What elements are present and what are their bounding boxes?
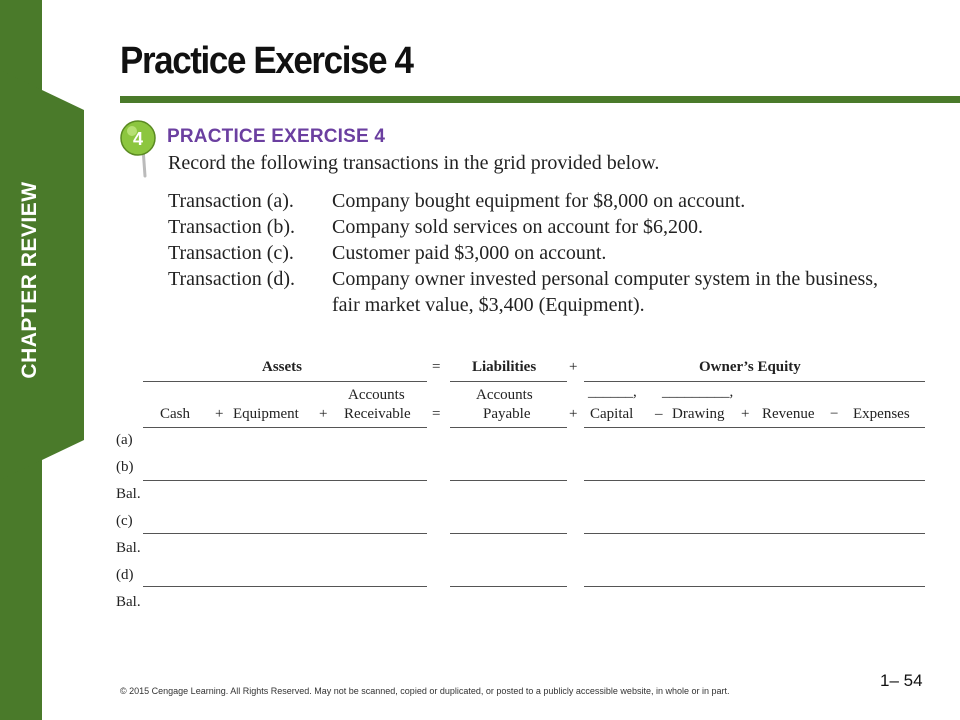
- copyright-notice: © 2015 Cengage Learning. All Rights Reserved. May not be scanned, copied or duplicated, or posted to a publicly accessible website, in whole or in part.: [120, 686, 730, 696]
- col-drawing: Drawing: [672, 406, 725, 422]
- row-d-assets-rule: [143, 586, 427, 587]
- sidebar-tab-shape: [0, 0, 84, 720]
- pushpin-icon: [118, 118, 168, 180]
- transaction-description: Company bought equipment for $8,000 on account.: [332, 190, 746, 212]
- row-b-equity-rule: [584, 480, 925, 481]
- exercise-heading: PRACTICE EXERCISE 4: [167, 126, 386, 147]
- row-label-d: (d): [116, 567, 134, 583]
- row-c-liabilities-rule: [450, 533, 567, 534]
- row-label-b: (b): [116, 459, 134, 475]
- col-cash: Cash: [160, 406, 190, 422]
- assets-column-rule: [143, 427, 427, 428]
- transaction-description: Company sold services on account for $6,200.: [332, 216, 704, 238]
- assets-header-rule: [143, 381, 427, 382]
- col-ar-line1: Accounts: [348, 387, 405, 403]
- col-revenue: Revenue: [762, 406, 815, 422]
- equity-header-rule: [584, 381, 925, 382]
- col-ap-line1: Accounts: [476, 387, 533, 403]
- transaction-label: Transaction (c).: [168, 242, 294, 264]
- transaction-description-cont: fair market value, $3,400 (Equipment).: [332, 294, 645, 316]
- col-plus-4: +: [741, 406, 750, 422]
- col-minus-1: –: [655, 406, 663, 422]
- col-plus-2: +: [319, 406, 328, 422]
- col-drawing-blank: _________,: [662, 384, 734, 400]
- col-equals: =: [432, 406, 441, 422]
- col-expenses: Expenses: [853, 406, 910, 422]
- row-d-equity-rule: [584, 586, 925, 587]
- header-liabilities: Liabilities: [472, 359, 537, 375]
- transaction-description: Company owner invested personal computer system in the business,: [332, 268, 879, 290]
- title-divider: [120, 96, 960, 103]
- col-capital: Capital: [590, 406, 634, 422]
- transaction-description: Customer paid $3,000 on account.: [332, 242, 607, 264]
- row-label-c: (c): [116, 513, 133, 529]
- liabilities-header-rule: [450, 381, 567, 382]
- row-label-a: (a): [116, 432, 133, 448]
- col-plus-3: +: [569, 406, 578, 422]
- row-label-bal-1: Bal.: [116, 486, 141, 502]
- col-equipment: Equipment: [233, 406, 299, 422]
- transaction-label: Transaction (a).: [168, 190, 294, 212]
- col-ar-line2: Receivable: [344, 406, 411, 422]
- row-label-bal-2: Bal.: [116, 540, 141, 556]
- page-number: 1– 54: [880, 671, 923, 690]
- row-c-equity-rule: [584, 533, 925, 534]
- page-title: Practice Exercise 4: [120, 40, 413, 82]
- header-owners-equity: Owner’s Equity: [699, 359, 801, 375]
- transaction-label: Transaction (b).: [168, 216, 296, 238]
- row-d-liabilities-rule: [450, 586, 567, 587]
- pin-number: 4: [132, 129, 144, 149]
- transaction-label: Transaction (d).: [168, 268, 296, 290]
- row-b-liabilities-rule: [450, 480, 567, 481]
- col-plus-1: +: [215, 406, 224, 422]
- row-c-assets-rule: [143, 533, 427, 534]
- row-b-assets-rule: [143, 480, 427, 481]
- col-minus-2: −: [830, 406, 839, 422]
- header-equals: =: [432, 359, 441, 375]
- row-label-bal-3: Bal.: [116, 594, 141, 610]
- header-assets: Assets: [262, 359, 302, 375]
- exercise-instruction: Record the following transactions in the grid provided below.: [168, 152, 660, 174]
- liabilities-column-rule: [450, 427, 567, 428]
- header-plus: +: [569, 359, 578, 375]
- equity-column-rule: [584, 427, 925, 428]
- col-ap-line2: Payable: [483, 406, 531, 422]
- col-capital-blank: ______,: [588, 384, 637, 400]
- chapter-review-label: CHAPTER REVIEW: [18, 181, 41, 379]
